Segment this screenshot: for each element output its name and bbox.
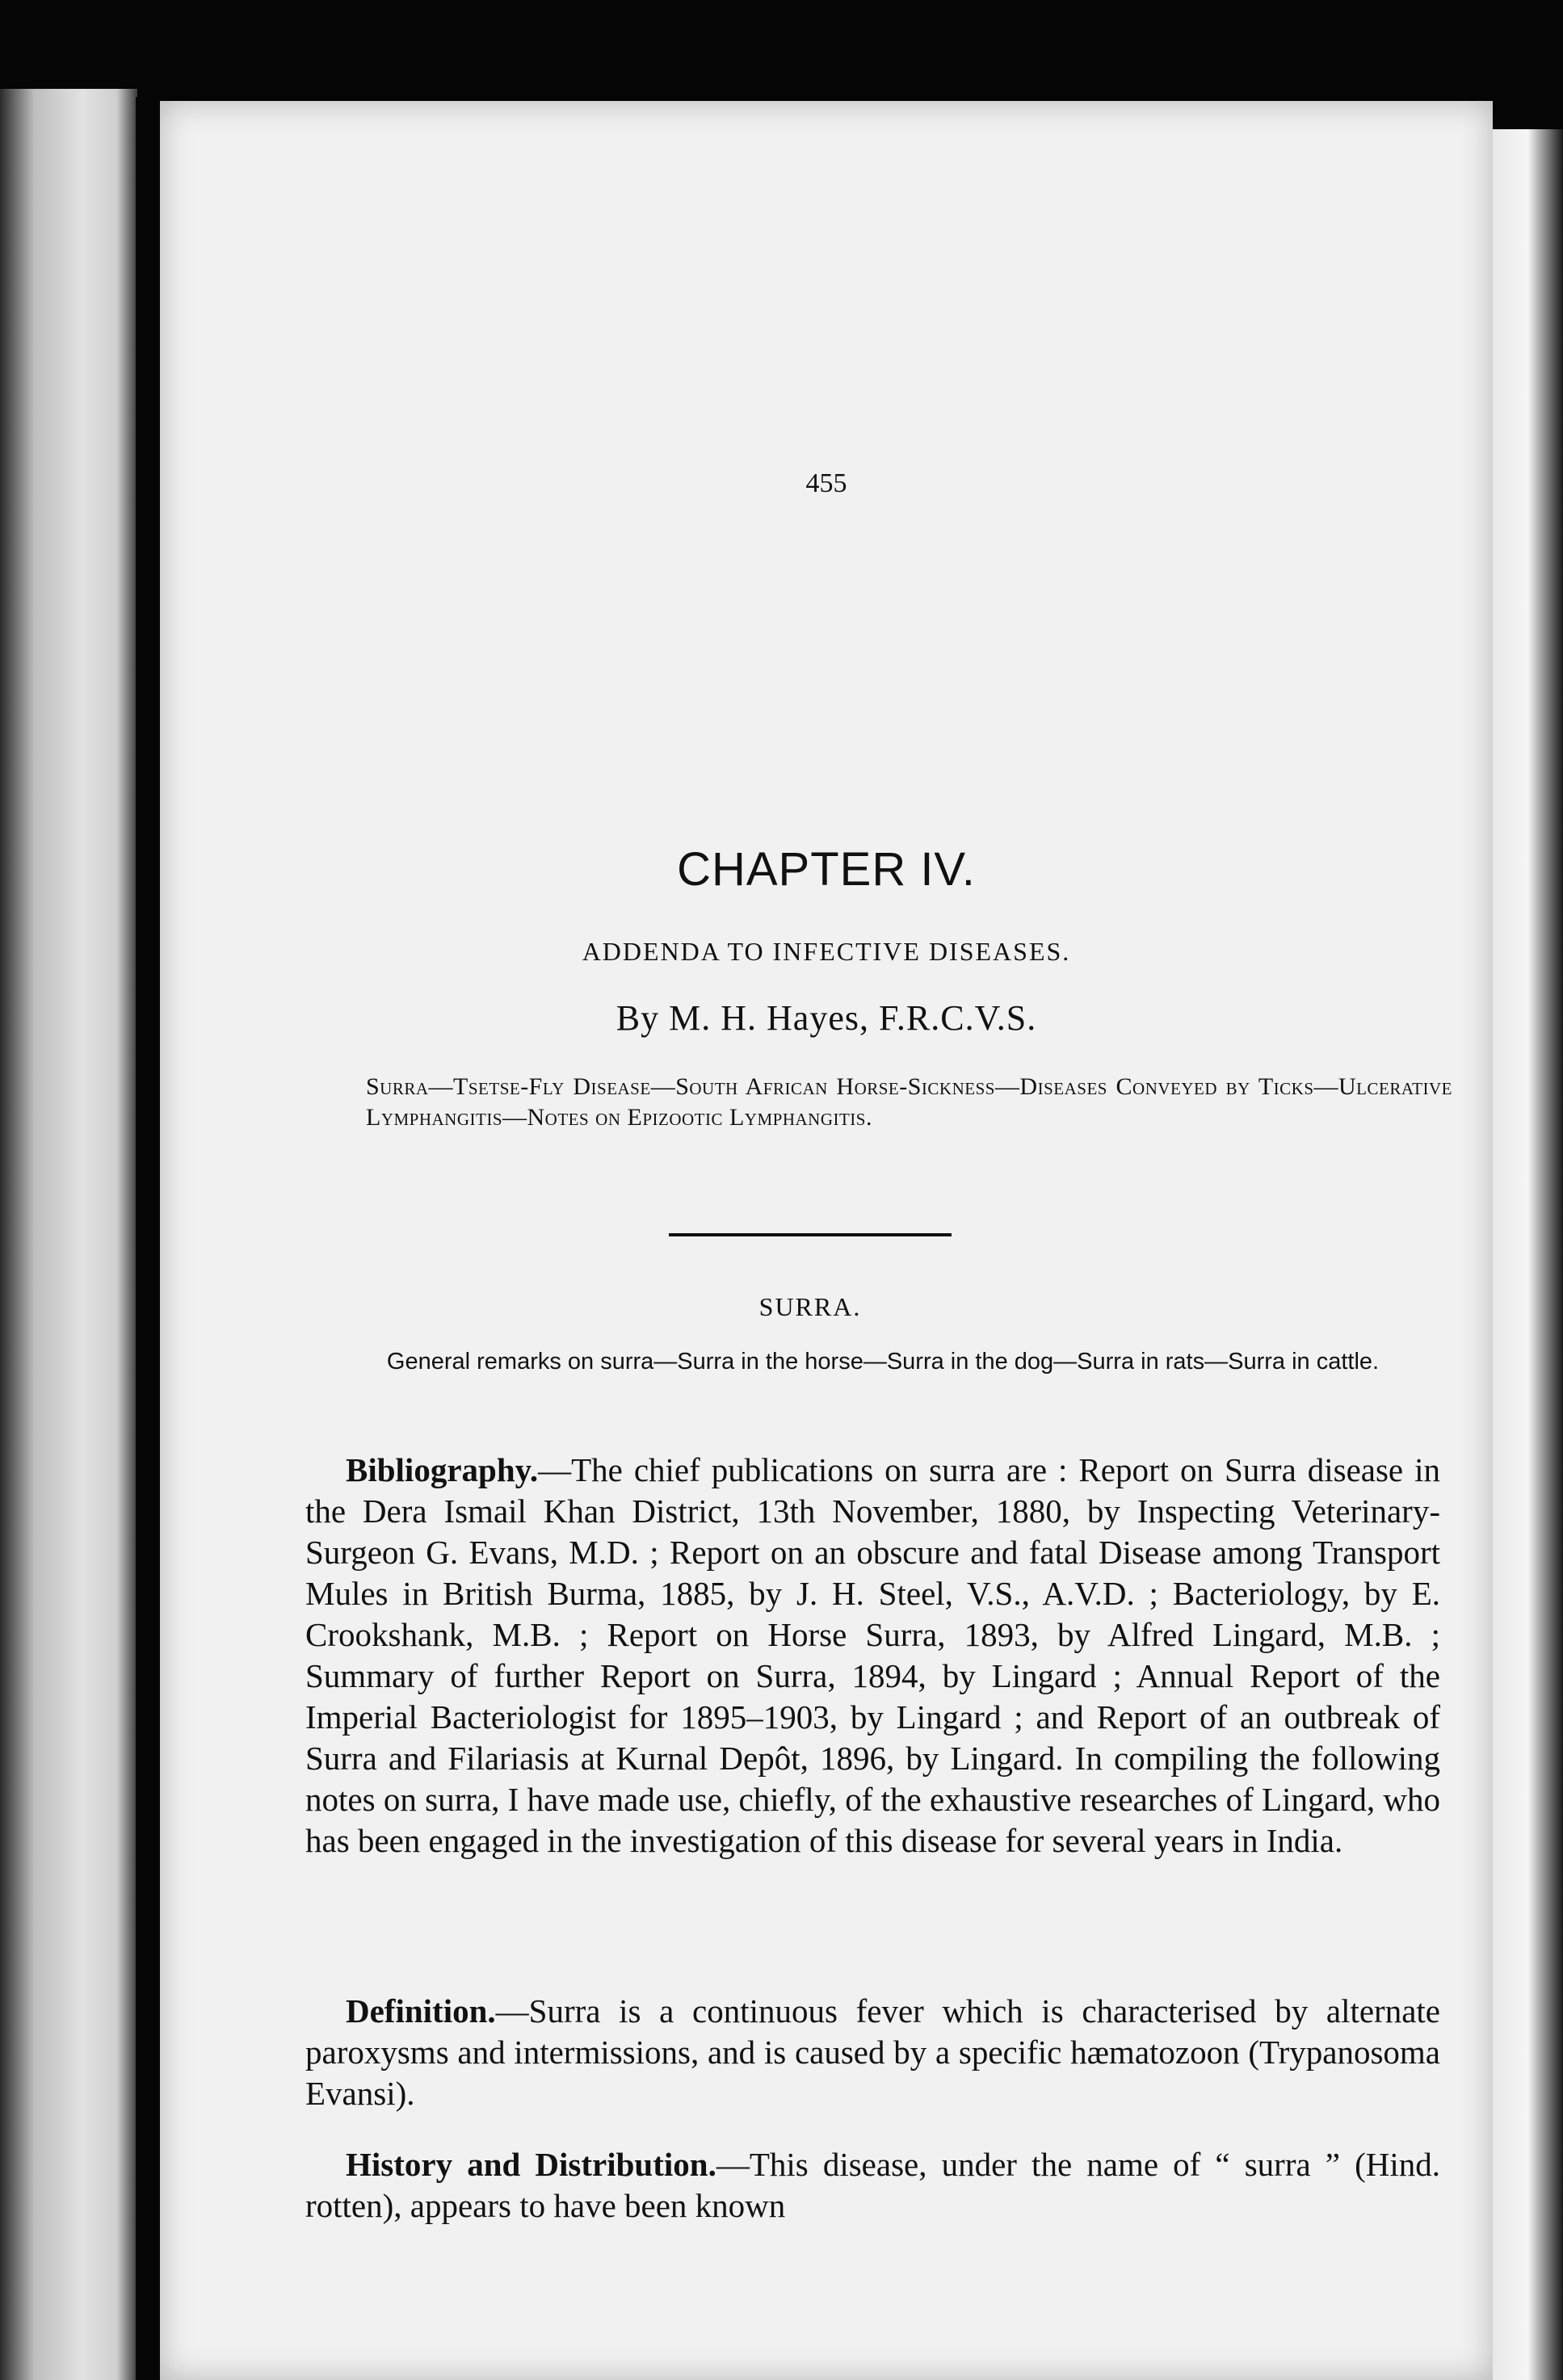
paragraph-heading: History and Distribution. (346, 2146, 716, 2183)
section-divider (669, 1233, 952, 1236)
chapter-title: CHAPTER IV. (677, 843, 976, 896)
book-spine-gutter (136, 97, 162, 2380)
facing-page-edge (0, 89, 137, 2380)
page-right-margin (1493, 129, 1563, 2380)
paragraph-history (305, 2144, 1440, 2227)
paragraph-heading: Definition. (346, 1992, 496, 2030)
chapter-contents: Surra—Tsetse-Fly Disease—South African Horse-Sickness—Diseases Conveyed by Ticks—Ulcerative Lymphangitis—Notes on Epizootic Lymphangitis. (366, 1073, 1452, 1131)
chapter-author: By M. H. Hayes, F.R.C.V.S. (616, 998, 1037, 1038)
page-number: 455 (805, 468, 847, 498)
paragraph-text: —Surra is a continuous fever which is characterised by alternate paroxysms and intermissions, and is caused by a specific hæmatozoon (Trypanosoma Evansi). (305, 1992, 1440, 2112)
book-page (160, 101, 1493, 2380)
paragraph-text: —The chief publications on surra are : Report on Surra disease in the Dera Ismail Khan District, 13th November, 1880, by Inspecting Veterinary-Surgeon G. Evans, M.D. ; Report on an obscure and fatal Disease among Transport Mules in British Burma, 1885, by J. H. Steel, V.S., A.V.D. ; Bacteriology, by E. Crookshank, M.B. ; Report on Horse Surra, 1893, by Alfred Lingard, M.B. ; Summary of further Report on Surra, 1894, by Lingard ; Annual Report of the Imperial Bacteriologist for 1895–1903, by Lingard ; and Report of an outbreak of Surra and Filariasis at Kurnal Depôt, 1896, by Lingard. In compiling the following notes on surra, I have made use, chiefly, of the exhaustive researches of Lingard, who has been engaged in the investigation of this disease for several years in India. (305, 1451, 1440, 1859)
section-title: SURRA. (758, 1292, 862, 1321)
paragraph-heading: Bibliography. (346, 1451, 539, 1488)
paragraph-definition (305, 1991, 1440, 2114)
section-summary: General remarks on surra—Surra in the horse—Surra in the dog—Surra in rats—Surra in cattle. (386, 1349, 1380, 1375)
paragraph-text: —This disease, under the name of “ surra ” (Hind. rotten), appears to have been known (305, 2146, 1441, 2224)
paragraph-bibliography (305, 1450, 1440, 1862)
chapter-subtitle: ADDENDA TO INFECTIVE DISEASES. (582, 937, 1071, 966)
